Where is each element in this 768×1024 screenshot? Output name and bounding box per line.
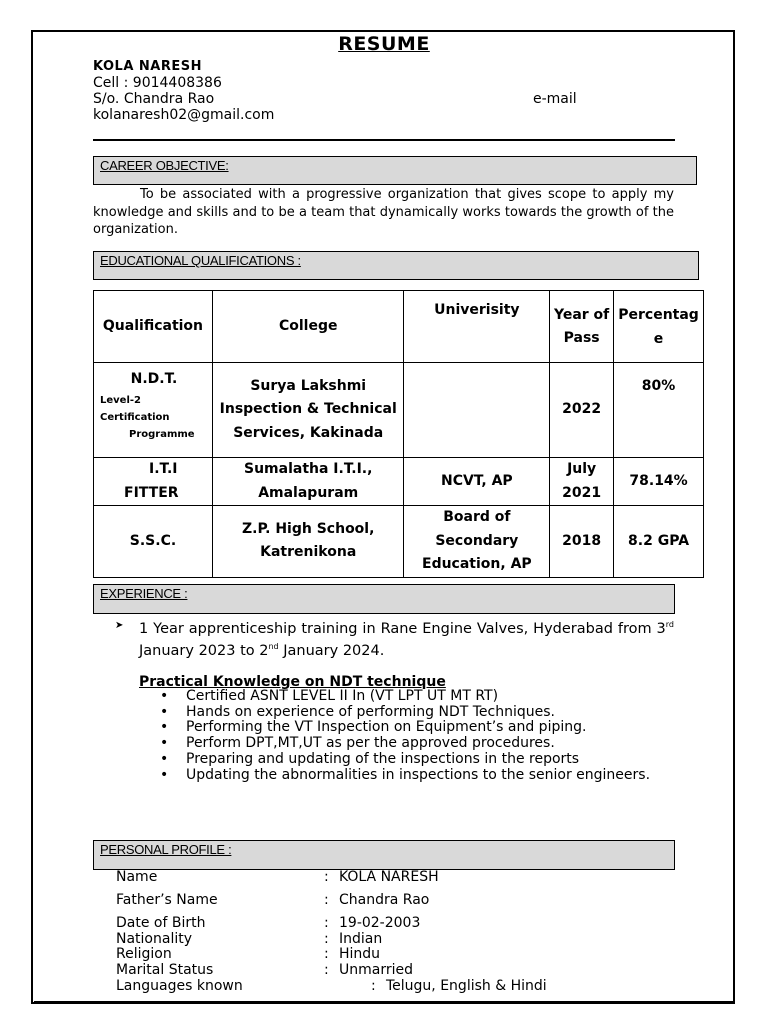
profile-colon: :	[371, 978, 376, 994]
year-cell: 2018	[550, 506, 614, 578]
qualification-name: N.D.T.	[130, 371, 178, 387]
table-row	[94, 506, 704, 578]
qualification-name: I.T.I	[149, 461, 178, 477]
header-qualification: Qualification	[94, 291, 213, 363]
career-objective-text: To be associated with a progressive organization that gives scope to apply my knowledge and skills and to be a team that dynamically works towards the growth of the organization.	[93, 187, 674, 237]
table-row	[94, 363, 704, 458]
career-objective-bar	[93, 156, 697, 185]
education-heading: EDUCATIONAL QUALIFICATIONS :	[100, 253, 301, 268]
table-row	[94, 458, 704, 506]
university-cell: NCVT, AP	[404, 458, 550, 506]
list-item: • Perform DPT,MT,UT as per the approved procedures.	[160, 735, 555, 752]
year-cell: 2022	[550, 363, 614, 458]
profile-value: Telugu, English & Hindi	[386, 978, 547, 994]
profile-colon: :	[324, 946, 329, 962]
profile-value: Indian	[339, 931, 383, 947]
qualification-sub: Programme	[129, 428, 195, 440]
career-objective-heading: CAREER OBJECTIVE:	[100, 158, 229, 173]
profile-colon: :	[324, 892, 329, 908]
experience-bar	[93, 584, 675, 614]
year-cell: July 2021	[550, 458, 614, 506]
cell-number: Cell : 9014408386	[93, 75, 222, 91]
qualification-sub: FITTER	[124, 484, 179, 501]
profile-value: Unmarried	[339, 962, 413, 978]
email-address[interactable]: kolanaresh02@gmail.com	[93, 107, 275, 123]
profile-label: Date of Birth	[116, 915, 206, 931]
personal-profile-bar	[93, 840, 675, 870]
header-divider	[93, 139, 675, 141]
table-header-row	[94, 291, 704, 363]
list-item: • Certified ASNT LEVEL II In (VT LPT UT MT RT)	[160, 688, 499, 704]
university-cell: Board of Secondary Education, AP	[404, 506, 550, 578]
college-cell: Z.P. High School, Katrenikona	[212, 506, 404, 578]
personal-profile-heading: PERSONAL PROFILE :	[100, 842, 232, 857]
education-table	[93, 290, 704, 578]
profile-colon: :	[324, 869, 329, 885]
list-item: • Updating the abnormalities in inspections to the senior engineers.	[160, 766, 651, 783]
profile-label: Languages known	[116, 978, 243, 994]
arrow-bullet-icon: ➤	[115, 620, 124, 631]
header-year: Year of Pass	[550, 291, 614, 363]
education-bar	[93, 251, 699, 280]
candidate-name: KOLA NARESH	[93, 59, 202, 74]
qualification-cell	[94, 363, 213, 458]
list-item: • Performing the VT Inspection on Equipment’s and piping.	[160, 719, 587, 736]
profile-value: KOLA NARESH	[339, 869, 439, 885]
list-item: • Hands on experience of performing NDT Techniques.	[160, 703, 555, 720]
percentage-cell: 80%	[614, 363, 704, 458]
profile-label: Father’s Name	[116, 892, 218, 908]
experience-heading: EXPERIENCE :	[100, 586, 188, 601]
profile-colon: :	[324, 915, 329, 931]
college-cell: Surya Lakshmi Inspection & Technical Services, Kakinada	[212, 363, 404, 458]
percentage-cell: 78.14%	[614, 458, 704, 506]
profile-label: Marital Status	[116, 962, 214, 978]
practical-list	[160, 689, 720, 783]
profile-label: Nationality	[116, 931, 193, 947]
university-cell	[404, 363, 550, 458]
profile-label: Religion	[116, 946, 172, 962]
father-line: S/o. Chandra Rao	[93, 91, 215, 107]
profile-value: 19-02-2003	[339, 915, 421, 931]
profile-value: Chandra Rao	[339, 892, 430, 908]
percentage-cell: 8.2 GPA	[614, 506, 704, 578]
practical-heading: Practical Knowledge on NDT technique	[139, 674, 446, 690]
page-border-bottom	[34, 1001, 734, 1002]
qualification-sub: Level-2	[100, 394, 141, 406]
header-college: College	[212, 291, 404, 363]
resume-title: RESUME	[338, 33, 430, 55]
qualification-sub: Certification	[100, 411, 170, 423]
qualification-cell	[94, 458, 213, 506]
college-cell: Sumalatha I.T.I., Amalapuram	[212, 458, 404, 506]
header-percentage: Percentage	[614, 291, 704, 363]
profile-value: Hindu	[339, 946, 381, 962]
profile-colon: :	[324, 931, 329, 947]
email-label: e-mail	[533, 91, 577, 107]
experience-item: 1 Year apprenticeship training in Rane Engine Valves, Hyderabad from 3rd January 2023 to 2nd January 2024.	[139, 620, 674, 659]
profile-colon: :	[324, 962, 329, 978]
header-university: Univerisity	[404, 291, 550, 363]
profile-label: Name	[116, 869, 158, 885]
qualification-cell: S.S.C.	[94, 506, 213, 578]
list-item: • Preparing and updating of the inspections in the reports	[160, 750, 580, 767]
